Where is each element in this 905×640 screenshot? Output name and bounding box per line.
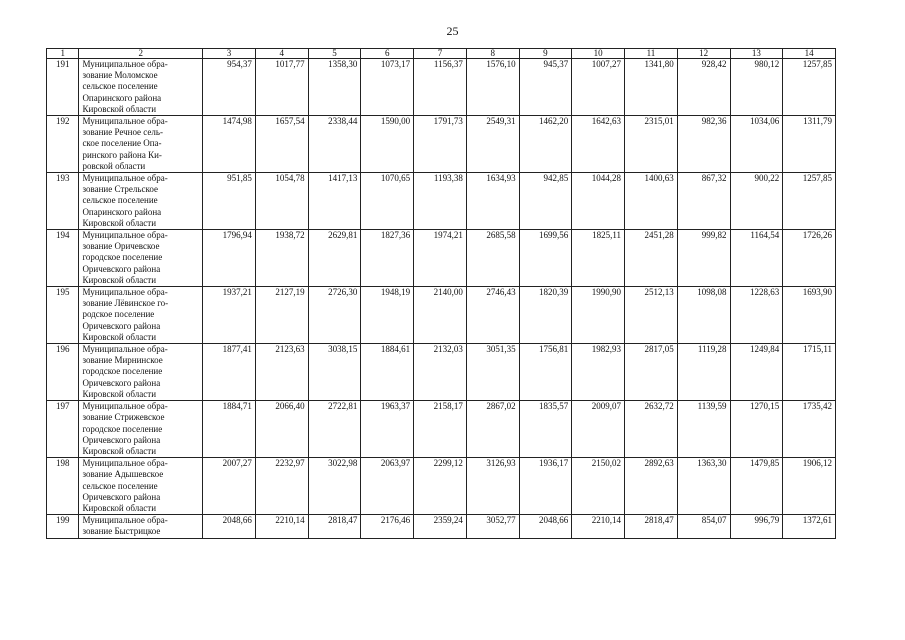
table-row xyxy=(47,515,836,538)
value-cell: 1982,93 xyxy=(572,344,625,401)
value-cell: 928,42 xyxy=(677,59,730,116)
value-cell: 2359,24 xyxy=(414,515,467,538)
value-cell: 1657,54 xyxy=(255,116,308,173)
municipality-name xyxy=(79,344,203,401)
column-header: 8 xyxy=(466,49,519,59)
page-number: 25 xyxy=(446,24,459,38)
municipality-name xyxy=(79,287,203,344)
row-number: 198 xyxy=(47,458,79,515)
value-cell: 3038,15 xyxy=(308,344,361,401)
value-cell: 1400,63 xyxy=(625,173,678,230)
value-cell: 1073,17 xyxy=(361,59,414,116)
value-cell: 1156,37 xyxy=(414,59,467,116)
value-cell: 2123,63 xyxy=(255,344,308,401)
municipality-name-line: Оричевского района xyxy=(82,263,161,274)
municipality-name-line: Муниципальное обра- xyxy=(82,401,168,412)
value-cell: 1417,13 xyxy=(308,173,361,230)
municipality-name-line: ское поселение Опа- xyxy=(82,138,162,149)
value-cell: 982,36 xyxy=(677,116,730,173)
value-cell: 1070,65 xyxy=(361,173,414,230)
municipality-name-line: Кировской области xyxy=(82,502,157,513)
value-cell: 1835,57 xyxy=(519,401,572,458)
value-cell: 945,37 xyxy=(519,59,572,116)
column-header: 10 xyxy=(572,49,625,59)
value-cell: 1590,00 xyxy=(361,116,414,173)
municipality-name xyxy=(79,515,203,538)
municipality-name-line: Муниципальное обра- xyxy=(82,173,168,184)
value-cell: 1479,85 xyxy=(730,458,783,515)
municipality-name-line: зование Мирнинское xyxy=(82,355,163,366)
municipality-name-line: зование Лёвинское го- xyxy=(82,298,169,309)
municipality-name-line: зование Стрижевское xyxy=(82,412,165,423)
value-cell: 854,07 xyxy=(677,515,730,538)
value-cell: 1948,19 xyxy=(361,287,414,344)
municipality-name-line: зование Речное сель- xyxy=(82,127,163,138)
value-cell: 2867,02 xyxy=(466,401,519,458)
value-cell: 2892,63 xyxy=(625,458,678,515)
column-header: 1 xyxy=(47,49,79,59)
value-cell: 1936,17 xyxy=(519,458,572,515)
municipality-name-line: зование Стрельское xyxy=(82,184,158,195)
municipality-name xyxy=(79,458,203,515)
municipality-name-line: Муниципальное обра- xyxy=(82,458,168,469)
column-header: 5 xyxy=(308,49,361,59)
municipality-name-line: ринского района Ки- xyxy=(82,149,162,160)
municipality-name-line: городское поселение xyxy=(82,366,163,377)
value-cell: 1990,90 xyxy=(572,287,625,344)
value-cell: 3022,98 xyxy=(308,458,361,515)
column-header: 2 xyxy=(79,49,203,59)
value-cell: 1715,11 xyxy=(783,344,836,401)
value-cell: 1884,61 xyxy=(361,344,414,401)
value-cell: 2629,81 xyxy=(308,230,361,287)
value-cell: 2066,40 xyxy=(255,401,308,458)
value-cell: 1693,90 xyxy=(783,287,836,344)
row-number: 193 xyxy=(47,173,79,230)
value-cell: 3126,93 xyxy=(466,458,519,515)
value-cell: 2009,07 xyxy=(572,401,625,458)
value-cell: 2140,00 xyxy=(414,287,467,344)
value-cell: 980,12 xyxy=(730,59,783,116)
column-header: 9 xyxy=(519,49,572,59)
value-cell: 2746,43 xyxy=(466,287,519,344)
value-cell: 2176,46 xyxy=(361,515,414,538)
value-cell: 1756,81 xyxy=(519,344,572,401)
header-row xyxy=(47,49,836,59)
value-cell: 1963,37 xyxy=(361,401,414,458)
row-number: 196 xyxy=(47,344,79,401)
value-cell: 1139,59 xyxy=(677,401,730,458)
value-cell: 1699,56 xyxy=(519,230,572,287)
municipality-name-line: городское поселение xyxy=(82,423,163,434)
municipality-name-line: зование Оричевское xyxy=(82,241,160,252)
municipality-name-line: Оричевского района xyxy=(82,491,161,502)
table-row xyxy=(47,287,836,344)
value-cell: 1363,30 xyxy=(677,458,730,515)
municipality-name xyxy=(79,116,203,173)
table-row xyxy=(47,401,836,458)
value-cell: 1193,38 xyxy=(414,173,467,230)
value-cell: 2048,66 xyxy=(519,515,572,538)
municipality-name-line: Кировской области xyxy=(82,445,157,456)
column-header: 11 xyxy=(625,49,678,59)
value-cell: 1044,28 xyxy=(572,173,625,230)
value-cell: 2210,14 xyxy=(255,515,308,538)
municipality-name xyxy=(79,173,203,230)
column-header: 14 xyxy=(783,49,836,59)
value-cell: 1576,10 xyxy=(466,59,519,116)
table-row xyxy=(47,230,836,287)
value-cell: 1827,36 xyxy=(361,230,414,287)
municipality-name-line: Муниципальное обра- xyxy=(82,59,168,69)
value-cell: 1372,61 xyxy=(783,515,836,538)
column-header: 6 xyxy=(361,49,414,59)
value-cell: 2549,31 xyxy=(466,116,519,173)
municipality-name-line: родское поселение xyxy=(82,309,155,320)
municipality-name-line: Кировской области xyxy=(82,388,157,399)
value-cell: 1257,85 xyxy=(783,173,836,230)
value-cell: 3052,77 xyxy=(466,515,519,538)
value-cell: 1054,78 xyxy=(255,173,308,230)
value-cell: 2007,27 xyxy=(203,458,256,515)
value-cell: 2685,58 xyxy=(466,230,519,287)
value-cell: 1164,54 xyxy=(730,230,783,287)
municipality-name-line: зование Быстрицкое xyxy=(82,526,161,537)
municipality-name xyxy=(79,230,203,287)
municipality-name-line: Муниципальное обра- xyxy=(82,515,168,526)
row-number: 192 xyxy=(47,116,79,173)
value-cell: 954,37 xyxy=(203,59,256,116)
municipality-name xyxy=(79,59,203,116)
value-cell: 3051,35 xyxy=(466,344,519,401)
municipality-name-line: городское поселение xyxy=(82,252,163,263)
value-cell: 2063,97 xyxy=(361,458,414,515)
table-row xyxy=(47,116,836,173)
value-cell: 2632,72 xyxy=(625,401,678,458)
municipality-name-line: Муниципальное обра- xyxy=(82,116,168,127)
row-number: 195 xyxy=(47,287,79,344)
row-number: 199 xyxy=(47,515,79,538)
value-cell: 1228,63 xyxy=(730,287,783,344)
value-cell: 1937,21 xyxy=(203,287,256,344)
value-cell: 2150,02 xyxy=(572,458,625,515)
value-cell: 951,85 xyxy=(203,173,256,230)
value-cell: 2726,30 xyxy=(308,287,361,344)
column-header: 4 xyxy=(255,49,308,59)
value-cell: 1341,80 xyxy=(625,59,678,116)
row-number: 197 xyxy=(47,401,79,458)
value-cell: 1462,20 xyxy=(519,116,572,173)
value-cell: 1017,77 xyxy=(255,59,308,116)
value-cell: 1877,41 xyxy=(203,344,256,401)
value-cell: 1249,84 xyxy=(730,344,783,401)
table-row xyxy=(47,59,836,116)
value-cell: 2512,13 xyxy=(625,287,678,344)
table-row xyxy=(47,458,836,515)
value-cell: 1820,39 xyxy=(519,287,572,344)
value-cell: 1119,28 xyxy=(677,344,730,401)
value-cell: 1796,94 xyxy=(203,230,256,287)
municipality-name-line: Опаринского района xyxy=(82,206,162,217)
value-cell: 1735,42 xyxy=(783,401,836,458)
value-cell: 2127,19 xyxy=(255,287,308,344)
municipality-name-line: Муниципальное обра- xyxy=(82,287,168,298)
value-cell: 1098,08 xyxy=(677,287,730,344)
value-cell: 1825,11 xyxy=(572,230,625,287)
value-cell: 2210,14 xyxy=(572,515,625,538)
value-cell: 999,82 xyxy=(677,230,730,287)
column-header: 7 xyxy=(414,49,467,59)
value-cell: 1938,72 xyxy=(255,230,308,287)
value-cell: 1034,06 xyxy=(730,116,783,173)
value-cell: 1642,63 xyxy=(572,116,625,173)
municipality-name-line: Оричевского района xyxy=(82,434,161,445)
municipality-name-line: зование Моломское xyxy=(82,70,158,81)
value-cell: 2048,66 xyxy=(203,515,256,538)
value-cell: 867,32 xyxy=(677,173,730,230)
data-table xyxy=(46,48,836,539)
value-cell: 1007,27 xyxy=(572,59,625,116)
value-cell: 942,85 xyxy=(519,173,572,230)
municipality-name-line: сельское поселение xyxy=(82,195,158,206)
column-header: 12 xyxy=(677,49,730,59)
value-cell: 1474,98 xyxy=(203,116,256,173)
value-cell: 1270,15 xyxy=(730,401,783,458)
value-cell: 2338,44 xyxy=(308,116,361,173)
municipality-name-line: Опаринского района xyxy=(82,92,162,103)
value-cell: 1906,12 xyxy=(783,458,836,515)
municipality-name-line: Муниципальное обра- xyxy=(82,230,168,241)
value-cell: 2818,47 xyxy=(308,515,361,538)
value-cell: 2232,97 xyxy=(255,458,308,515)
column-header: 13 xyxy=(730,49,783,59)
municipality-name-line: Кировской области xyxy=(82,331,157,342)
column-header: 3 xyxy=(203,49,256,59)
value-cell: 1358,30 xyxy=(308,59,361,116)
municipality-name-line: Кировской области xyxy=(82,217,157,228)
municipality-name-line: зование Адышевское xyxy=(82,469,164,480)
municipality-name-line: Оричевского района xyxy=(82,320,161,331)
value-cell: 1884,71 xyxy=(203,401,256,458)
municipality-name-line: Кировской области xyxy=(82,103,157,114)
value-cell: 1257,85 xyxy=(783,59,836,116)
municipality-name-line: сельское поселение xyxy=(82,480,158,491)
value-cell: 2315,01 xyxy=(625,116,678,173)
value-cell: 900,22 xyxy=(730,173,783,230)
value-cell: 1791,73 xyxy=(414,116,467,173)
municipality-name-line: ровской области xyxy=(82,160,146,171)
table-row xyxy=(47,344,836,401)
value-cell: 2817,05 xyxy=(625,344,678,401)
value-cell: 2132,03 xyxy=(414,344,467,401)
value-cell: 2451,28 xyxy=(625,230,678,287)
value-cell: 2158,17 xyxy=(414,401,467,458)
municipality-name-line: сельское поселение xyxy=(82,81,158,92)
value-cell: 1634,93 xyxy=(466,173,519,230)
municipality-name xyxy=(79,401,203,458)
value-cell: 996,79 xyxy=(730,515,783,538)
value-cell: 1726,26 xyxy=(783,230,836,287)
value-cell: 2818,47 xyxy=(625,515,678,538)
municipality-name-line: Муниципальное обра- xyxy=(82,344,168,355)
value-cell: 2722,81 xyxy=(308,401,361,458)
row-number: 194 xyxy=(47,230,79,287)
value-cell: 2299,12 xyxy=(414,458,467,515)
municipality-name-line: Кировской области xyxy=(82,274,157,285)
table-row xyxy=(47,173,836,230)
municipality-name-line: Оричевского района xyxy=(82,377,161,388)
row-number: 191 xyxy=(47,59,79,116)
value-cell: 1311,79 xyxy=(783,116,836,173)
value-cell: 1974,21 xyxy=(414,230,467,287)
